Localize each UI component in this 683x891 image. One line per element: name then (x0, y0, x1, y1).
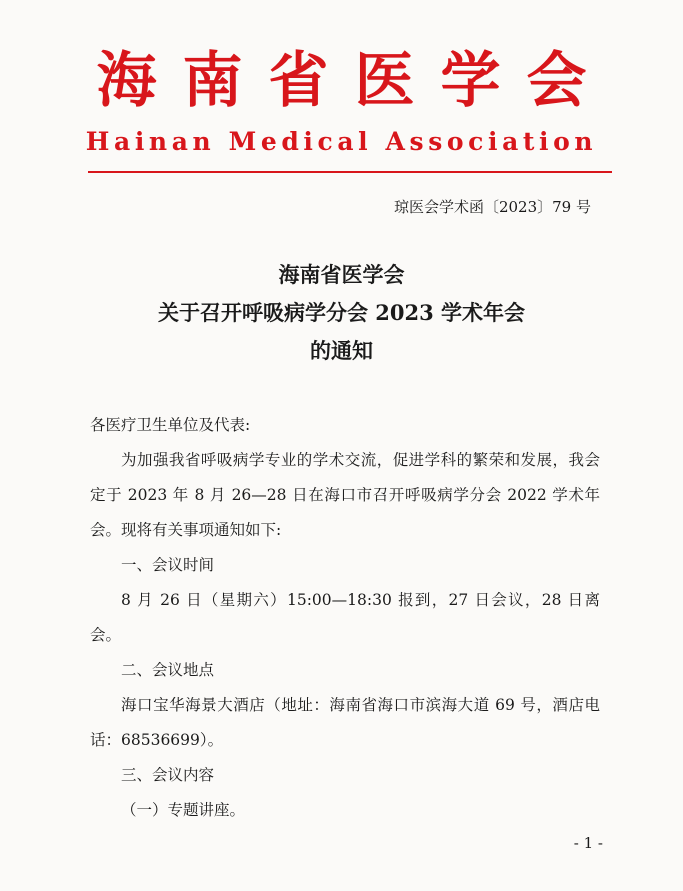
section-1-heading: 一、会议时间 (121, 556, 215, 574)
section-3-heading: 三、会议内容 (121, 766, 215, 784)
letterhead-org-name-en: Hainan Medical Association (85, 127, 598, 156)
letterhead-org-name: 海南省医学会 (96, 46, 613, 116)
salutation: 各医疗卫生单位及代表: (90, 416, 251, 434)
section-2-heading: 二、会议地点 (121, 661, 215, 679)
document-number: 琼医会学术函〔2023〕79 号 (393, 198, 591, 216)
title-line-2: 关于召开呼吸病学分会 2023 学术年会 (157, 300, 526, 325)
document-body (90, 408, 600, 828)
document-title (0, 256, 683, 370)
letterhead-red-rule (88, 171, 612, 173)
section-3-subitem-1: （一）专题讲座。 (121, 801, 246, 819)
title-line-3: 的通知 (310, 338, 373, 363)
section-2-text: 海口宝华海景大酒店（地址：海南省海口市滨海大道 69 号，酒店电话：68536699）。 (90, 696, 600, 749)
intro-paragraph: 为加强我省呼吸病学专业的学术交流，促进学科的繁荣和发展，我会定于 2023 年 8 月 26—28 日在海口市召开呼吸病学分会 2022 学术年会。现将有关事项通知如下: (90, 451, 600, 539)
section-1-text: 8 月 26 日（星期六）15:00—18:30 报到，27 日会议，28 日离会。 (90, 591, 600, 644)
title-line-1: 海南省医学会 (278, 262, 405, 287)
page-number: - 1 - (573, 834, 603, 852)
